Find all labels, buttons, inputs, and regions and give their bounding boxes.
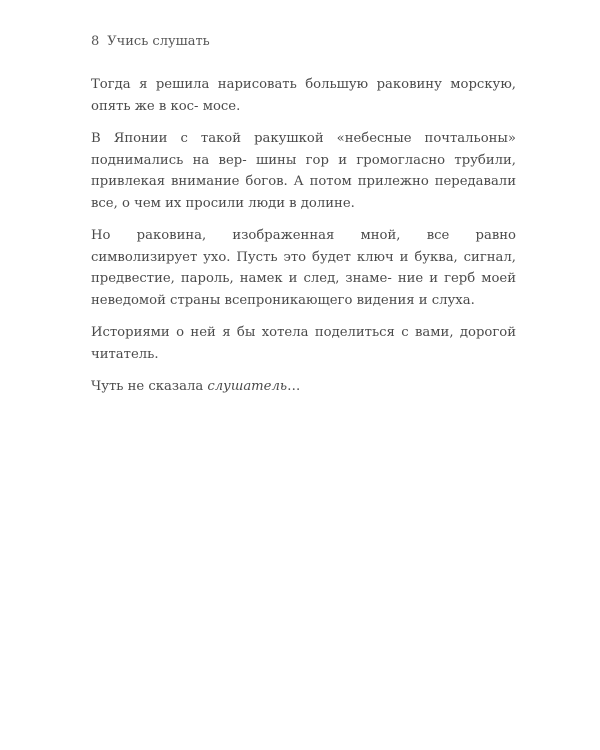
paragraph-3-line-1: Но раковина, изображенная мной, все равно символизирует ухо. Пусть xyxy=(91,228,516,265)
paragraph-5-italic-word: слушатель xyxy=(207,379,288,394)
paragraph-4 xyxy=(91,322,516,365)
paragraph-1 xyxy=(91,74,516,117)
body-text xyxy=(91,74,516,409)
paragraph-2-line-3: прилежно передавали все, о чем их просили люди в долине. xyxy=(91,174,516,211)
paragraph-2 xyxy=(91,128,516,214)
chapter-title: Учись слушать xyxy=(107,34,210,49)
page-number: 8 xyxy=(91,34,100,49)
paragraph-5 xyxy=(91,376,516,398)
paragraph-1-line-2: мосе. xyxy=(202,98,241,114)
paragraph-4-text: Историями о ней я бы хотела поделиться с вами, дорогой читатель. xyxy=(91,325,516,362)
paragraph-2-line-2: шины гор и громогласно трубили, привлекая внимание богов. А потом xyxy=(91,152,516,189)
paragraph-2-line-1: В Японии с такой ракушкой «небесные почтальоны» поднимались на вер- xyxy=(91,131,516,168)
paragraph-3 xyxy=(91,225,516,311)
paragraph-1-line-1: Тогда я решила нарисовать большую раковину морскую, опять же в кос- xyxy=(91,77,516,114)
paragraph-5-ellipsis: … xyxy=(287,379,301,394)
paragraph-3-line-3: ние и герб моей неведомой страны всепроникающего видения и слуха. xyxy=(91,271,516,308)
running-head xyxy=(91,34,210,50)
paragraph-5-text: Чуть не сказала xyxy=(91,379,208,394)
paragraph-3-line-2: это будет ключ и буква, сигнал, предвестие, пароль, намек и след, знаме- xyxy=(91,249,516,286)
